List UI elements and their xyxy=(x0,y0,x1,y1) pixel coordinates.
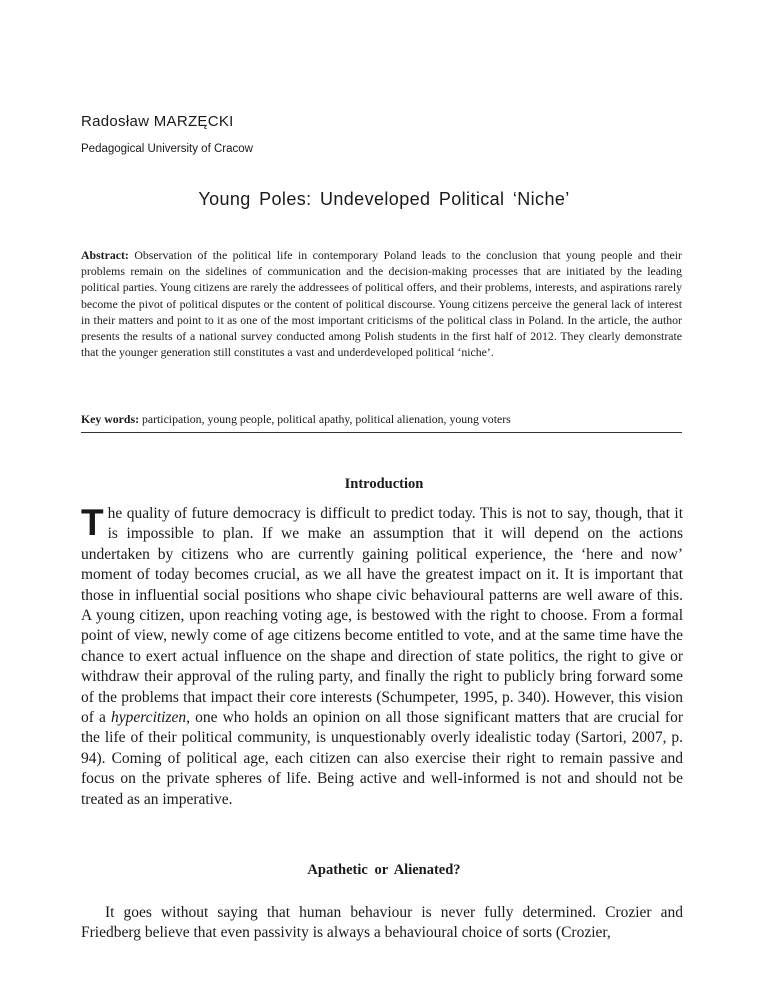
author-affiliation: Pedagogical University of Cracow xyxy=(81,143,253,155)
apathetic-heading: Apathetic or Alienated? xyxy=(307,862,461,878)
introduction-text-end: , one who holds an opinion on all those significant matters that are crucial for the life of their political community, is unquestionably overly idealistic today (Sartori, 2007, p. 94). Coming of political age, each citizen can also exercise their right to remain passive and focus on the private spheres of life. Being active and well-informed is not and should not be treated as an imperative. xyxy=(81,709,683,808)
keywords-block xyxy=(81,411,682,427)
introduction-paragraph xyxy=(81,504,683,810)
apathetic-paragraph: It goes without saying that human behaviour is never fully determined. Crozier and Friedberg believe that even passivity is always a behavioural choice of sorts (Crozier, xyxy=(81,904,683,942)
introduction-heading: Introduction xyxy=(344,476,424,492)
introduction-text-start: he quality of future democracy is difficult to predict today. This is not to say, though, that it is impossible to plan. If we make an assumption that it will depend on the actions undertaken by citizens who are currently gaining political experience, the ‘here and now’ moment of today becomes crucial, as we all have the greatest impact on it. It is important that those in influential social positions who shape civic behavioural patterns are well aware of this. A young citizen, upon reaching voting age, is bestowed with the right to choose. From a formal point of view, newly come of age citizens become entitled to vote, and at the same time have the chance to exert actual influence on the shape and direction of state politics, the right to give or withdraw their approval of the ruling party, and finally the right to publicly bring forward some of the problems that impact their core interests (Schumpeter, 1995, p. 340). However, this vision of a xyxy=(81,505,683,727)
section-divider xyxy=(81,432,682,433)
keywords-label: Key words: xyxy=(81,412,139,426)
author-name: Radosław MARZĘCKI xyxy=(81,113,234,130)
drop-cap-letter: T xyxy=(81,502,104,543)
keywords-text: participation, young people, political apathy, political alienation, young voters xyxy=(141,412,511,426)
abstract-label: Abstract: xyxy=(81,248,129,262)
introduction-emphasis: hypercitizen xyxy=(110,709,187,727)
abstract-text: Observation of the political life in contemporary Poland leads to the conclusion that young people and their problems remain on the sidelines of communication and the decision-making processes that are initiated by the leading political parties. Young citizens are rarely the addressees of political offers, and their problems, interests, and aspirations rarely become the pivot of political disputes or the content of political discourse. Young citizens perceive the general lack of interest in their matters and point to it as one of the most important criticisms of the political class in Poland. In the article, the author presents the results of a national survey conducted among Polish students in the first half of 2012. They clearly demonstrate that the younger generation still constitutes a vast and underdeveloped political ‘niche’. xyxy=(81,248,682,360)
paper-title: Young Poles: Undeveloped Political ‘Niche’ xyxy=(198,189,570,209)
abstract-block xyxy=(81,247,682,360)
